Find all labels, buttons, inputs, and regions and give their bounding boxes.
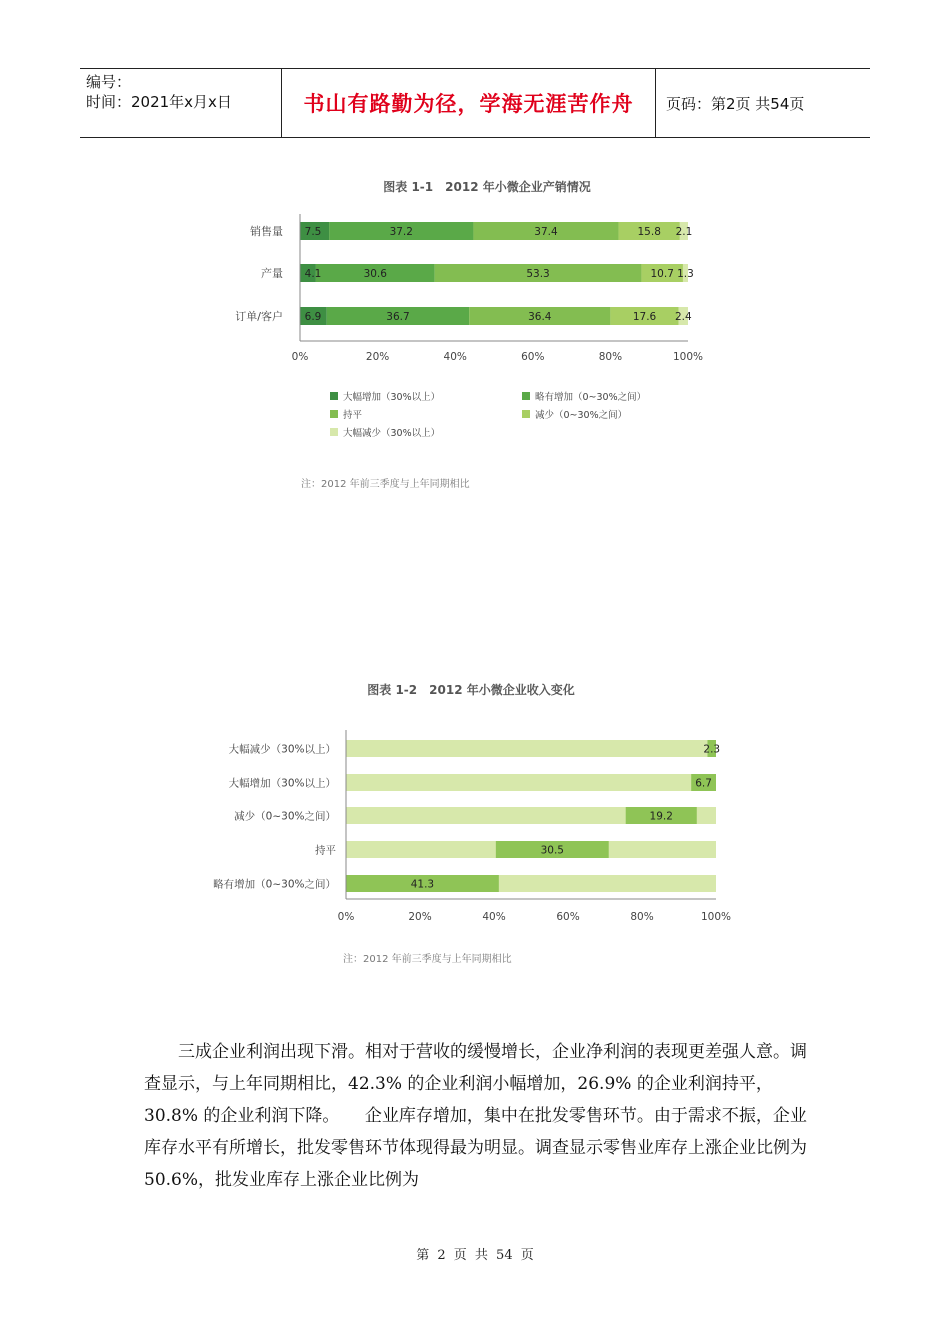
number-label: 编号： (86, 73, 132, 91)
header-motto: 书山有路勤为径，学海无涯苦作舟 (282, 69, 656, 137)
chart-production-sales (235, 179, 703, 490)
x-tick-label: 80% (598, 351, 623, 363)
category-label: 持平 (315, 844, 336, 857)
header-page-info: 页码：第2页 共54页 (666, 94, 805, 113)
x-tick-label: 100% (700, 911, 732, 923)
category-label: 销售量 (250, 225, 283, 238)
chart1-title: 图表 1-1 2012 年小微企业产销情况 (383, 180, 591, 194)
x-tick-label: 20% (408, 911, 432, 923)
legend-label: 减少（0~30%之间） (535, 410, 628, 421)
category-label: 产量 (261, 267, 283, 280)
chart2-title: 图表 1-2 2012 年小微企业收入变化 (367, 683, 575, 697)
data-label: 6.7 (695, 777, 712, 790)
data-label: 7.5 (304, 226, 322, 238)
data-label: 19.2 (649, 810, 673, 823)
legend-swatch (330, 410, 338, 418)
data-label: 37.4 (534, 226, 558, 238)
data-label: 36.7 (386, 311, 410, 323)
category-label: 订单/客户 (235, 310, 283, 323)
category-label: 略有增加（0~30%之间） (213, 878, 336, 891)
data-label: 6.9 (304, 311, 322, 323)
legend-swatch (330, 428, 338, 436)
x-tick-label: 20% (365, 351, 390, 363)
x-tick-label: 80% (630, 911, 654, 923)
bar-track (346, 740, 716, 757)
data-label: 2.1 (675, 226, 693, 238)
data-label: 2.4 (674, 311, 692, 323)
category-label: 减少（0~30%之间） (234, 810, 336, 823)
data-label: 15.8 (637, 226, 661, 238)
x-tick-label: 0% (291, 351, 309, 363)
data-label: 10.7 (650, 268, 674, 280)
chart2-note: 注：2012 年前三季度与上年同期相比 (343, 954, 512, 965)
x-tick-label: 60% (521, 351, 545, 363)
data-label: 17.6 (632, 311, 657, 323)
legend-label: 大幅增加（30%以上） (343, 392, 441, 403)
legend-swatch (330, 392, 338, 400)
body-paragraph: 三成企业利润出现下滑。相对于营收的缓慢增长，企业净利润的表现更差强人意。调查显示，与上年同期相比，42.3% 的企业利润小幅增加，26.9% 的企业利润持平，30.8% 的企业利润下降。 企业库存增加，集中在批发零售环节。由于需求不振，企业库存水平有所增长，批发零售环节体现得最为明显。调查显示零售业库存上涨企业比例为 50.6%，批发业库存上涨企业比例为 (144, 1042, 807, 1190)
data-label: 2.3 (703, 743, 721, 756)
page-footer: 第 2 页 共 54 页 (416, 1248, 534, 1263)
category-label: 大幅减少（30%以上） (228, 743, 336, 756)
data-label: 30.6 (363, 268, 387, 280)
x-tick-label: 0% (337, 911, 355, 923)
chart1-note: 注：2012 年前三季度与上年同期相比 (301, 479, 470, 490)
time-label: 时间：2021年x月x日 (86, 93, 232, 111)
legend-label: 略有增加（0~30%之间） (535, 392, 647, 403)
legend-swatch (522, 410, 530, 418)
x-tick-label: 100% (672, 351, 704, 363)
x-tick-label: 60% (556, 911, 580, 923)
legend-label: 持平 (343, 410, 363, 421)
bar-track (346, 774, 716, 791)
legend-swatch (522, 392, 530, 400)
legend-label: 大幅减少（30%以上） (343, 428, 441, 439)
data-label: 37.2 (389, 226, 413, 238)
data-label: 30.5 (540, 844, 564, 857)
x-tick-label: 40% (482, 911, 506, 923)
x-tick-label: 40% (443, 351, 467, 363)
data-label: 41.3 (410, 878, 435, 891)
data-label: 4.1 (304, 268, 322, 280)
data-label: 53.3 (526, 268, 550, 280)
chart-revenue-change (213, 682, 731, 965)
category-label: 大幅增加（30%以上） (228, 777, 336, 790)
data-label: 36.4 (528, 311, 552, 323)
data-label: 1.3 (677, 268, 694, 280)
